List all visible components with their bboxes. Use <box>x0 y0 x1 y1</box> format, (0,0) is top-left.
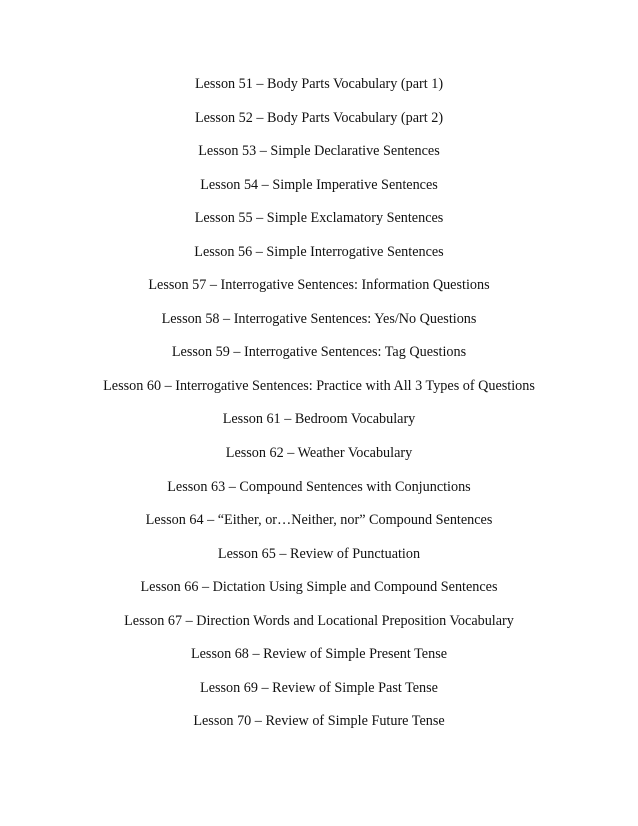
lesson-item: Lesson 54 – Simple Imperative Sentences <box>200 176 438 193</box>
lesson-item: Lesson 59 – Interrogative Sentences: Tag Questions <box>171 344 467 361</box>
lesson-item: Lesson 65 – Review of Punctuation <box>217 545 421 562</box>
lesson-list <box>0 73 638 744</box>
lesson-item: Lesson 68 – Review of Simple Present Tense <box>190 646 448 663</box>
lesson-item: Lesson 70 – Review of Simple Future Tense <box>193 713 445 730</box>
lesson-item: Lesson 66 – Dictation Using Simple and Compound Sentences <box>140 579 498 596</box>
lesson-item: Lesson 61 – Bedroom Vocabulary <box>222 411 416 428</box>
lesson-item: Lesson 64 – “Either, or…Neither, nor” Compound Sentences <box>145 512 493 529</box>
lesson-item: Lesson 51 – Body Parts Vocabulary (part 1) <box>194 76 444 92</box>
lesson-item: Lesson 57 – Interrogative Sentences: Information Questions <box>148 277 490 294</box>
lesson-item: Lesson 63 – Compound Sentences with Conjunctions <box>167 478 471 495</box>
lesson-item: Lesson 55 – Simple Exclamatory Sentences <box>194 210 444 227</box>
lesson-item: Lesson 58 – Interrogative Sentences: Yes/No Questions <box>161 310 477 327</box>
lesson-item: Lesson 52 – Body Parts Vocabulary (part 2) <box>194 109 444 126</box>
lesson-item: Lesson 60 – Interrogative Sentences: Practice with All 3 Types of Questions <box>103 377 535 394</box>
lesson-item: Lesson 69 – Review of Simple Past Tense <box>200 679 438 696</box>
lesson-item: Lesson 56 – Simple Interrogative Sentences <box>194 243 444 260</box>
lesson-item: Lesson 67 – Direction Words and Locational Preposition Vocabulary <box>124 612 514 629</box>
lesson-item: Lesson 62 – Weather Vocabulary <box>225 445 413 462</box>
lesson-item: Lesson 53 – Simple Declarative Sentences <box>198 143 440 160</box>
